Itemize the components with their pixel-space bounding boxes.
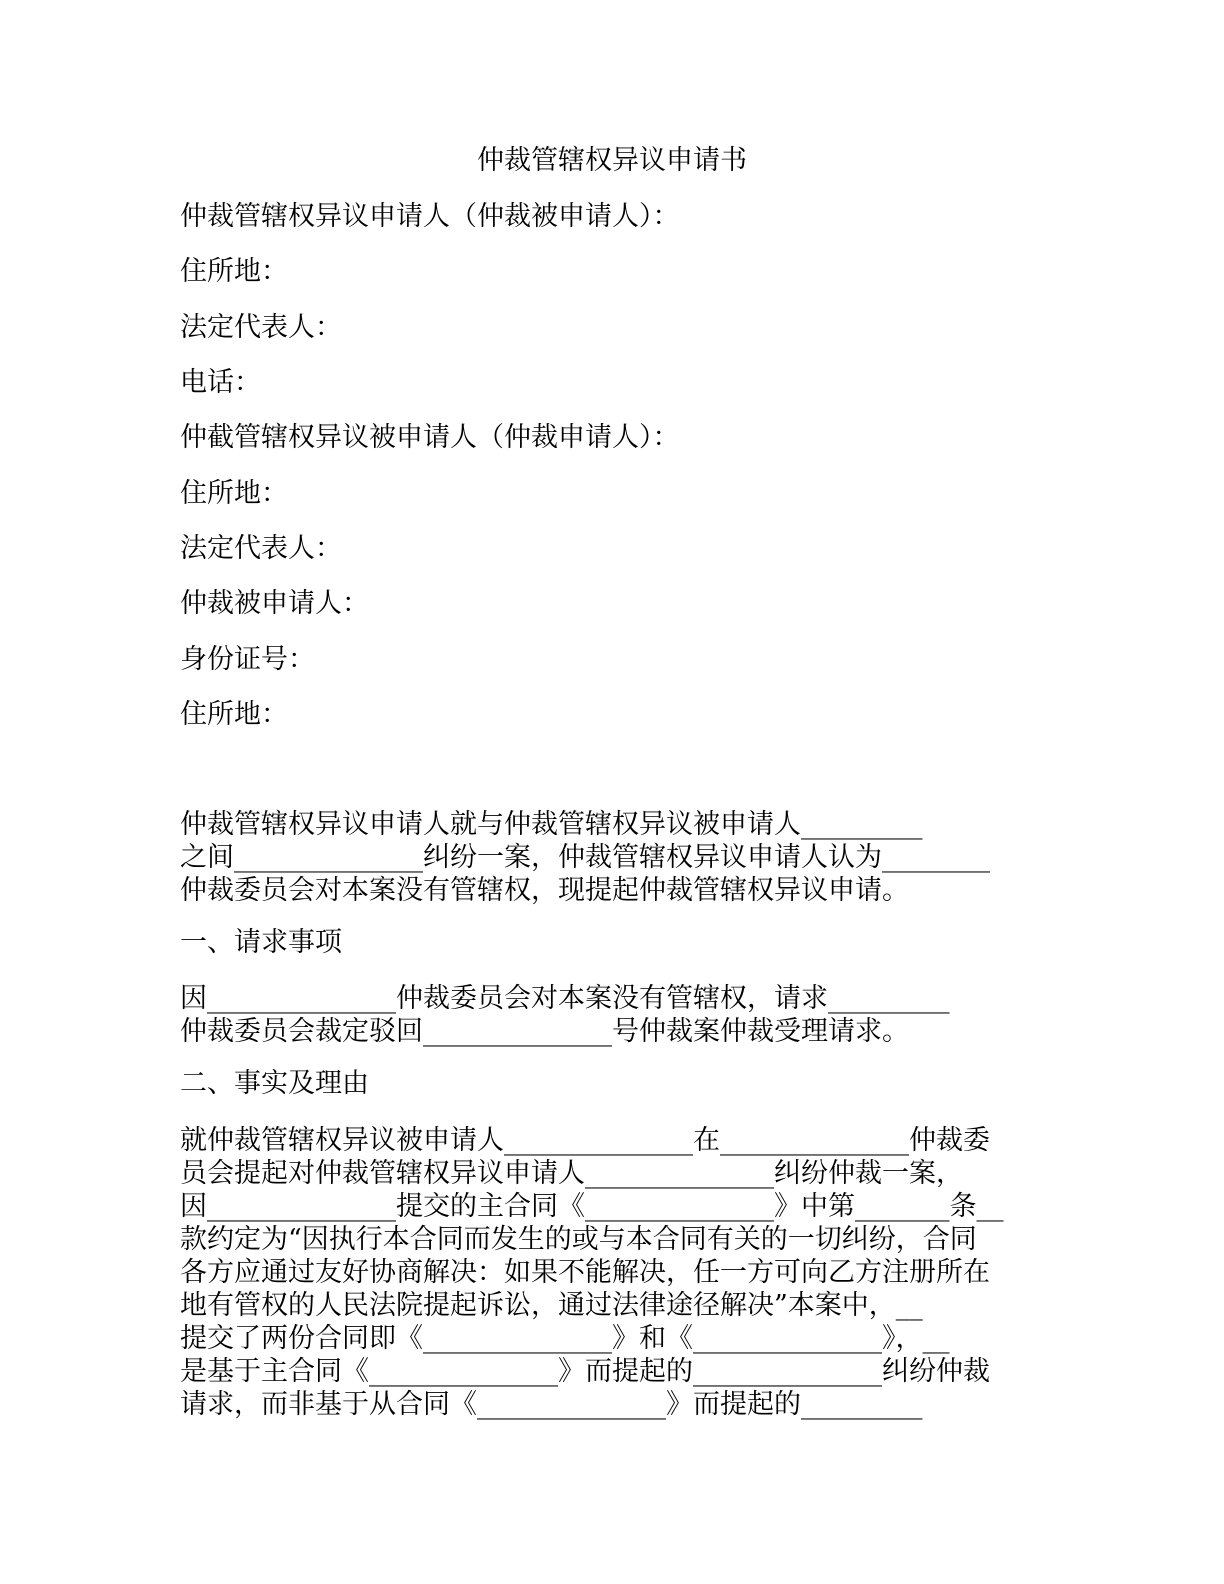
applicant-address-label: 住所地： (180, 256, 288, 287)
respondent-legal-rep-label: 法定代表人： (180, 533, 342, 564)
facts-line: 请求，而非基于从合同《______________》而提起的_________ (180, 1389, 923, 1420)
section-heading-claims: 一、请求事项 (180, 927, 342, 958)
facts-line: 各方应通过友好协商解决：如果不能解决，任一方可向乙方注册所在 (180, 1257, 990, 1288)
facts-line: 因______________提交的主合同《______________》中第_______条__ (180, 1191, 1004, 1222)
section-heading-facts: 二、事实及理由 (180, 1068, 369, 1099)
document-title: 仲裁管辖权异议申请书 (477, 145, 747, 176)
facts-line: 是基于主合同《______________》而提起的______________纠纷仲裁 (180, 1356, 990, 1387)
arbitration-respondent-address-label: 住所地： (180, 699, 288, 730)
intro-line: 之间______________纠纷一案，仲裁管辖权异议申请人认为________ (180, 842, 990, 873)
facts-line: 地有管权的人民法院提起诉讼，通过法律途径解决”本案中，__ (180, 1290, 923, 1321)
facts-paragraph (180, 1124, 1040, 1421)
arbitration-respondent-label: 仲裁被申请人： (180, 588, 369, 619)
claims-line: 因______________仲裁委员会对本案没有管辖权，请求_________ (180, 983, 950, 1014)
applicant-label: 仲裁管辖权异议申请人（仲裁被申请人）： (180, 201, 680, 232)
intro-line: 仲裁管辖权异议申请人就与仲裁管辖权异议被申请人_________ (180, 809, 923, 840)
facts-line: 就仲裁管辖权异议被申请人______________在______________仲裁委 (180, 1125, 990, 1156)
facts-line: 提交了两份合同即《______________》和《______________》，__ (180, 1323, 950, 1354)
applicant-phone-label: 电话： (180, 367, 261, 398)
id-number-label: 身份证号： (180, 644, 315, 675)
intro-line: 仲裁委员会对本案没有管辖权，现提起仲裁管辖权异议申请。 (180, 875, 909, 906)
respondent-label: 仲截管辖权异议被申请人（仲裁申请人）： (180, 422, 680, 453)
claims-paragraph (180, 982, 1040, 1048)
intro-paragraph (180, 808, 1040, 907)
facts-line: 款约定为“因执行本合同而发生的或与本合同有关的一切纠纷，合同 (180, 1224, 977, 1255)
respondent-address-label: 住所地： (180, 478, 288, 509)
facts-line: 员会提起对仲裁管辖权异议申请人______________纠纷仲裁一案， (180, 1158, 963, 1189)
claims-line: 仲裁委员会裁定驳回______________号仲裁案仲裁受理请求。 (180, 1016, 909, 1047)
applicant-legal-rep-label: 法定代表人： (180, 312, 342, 343)
